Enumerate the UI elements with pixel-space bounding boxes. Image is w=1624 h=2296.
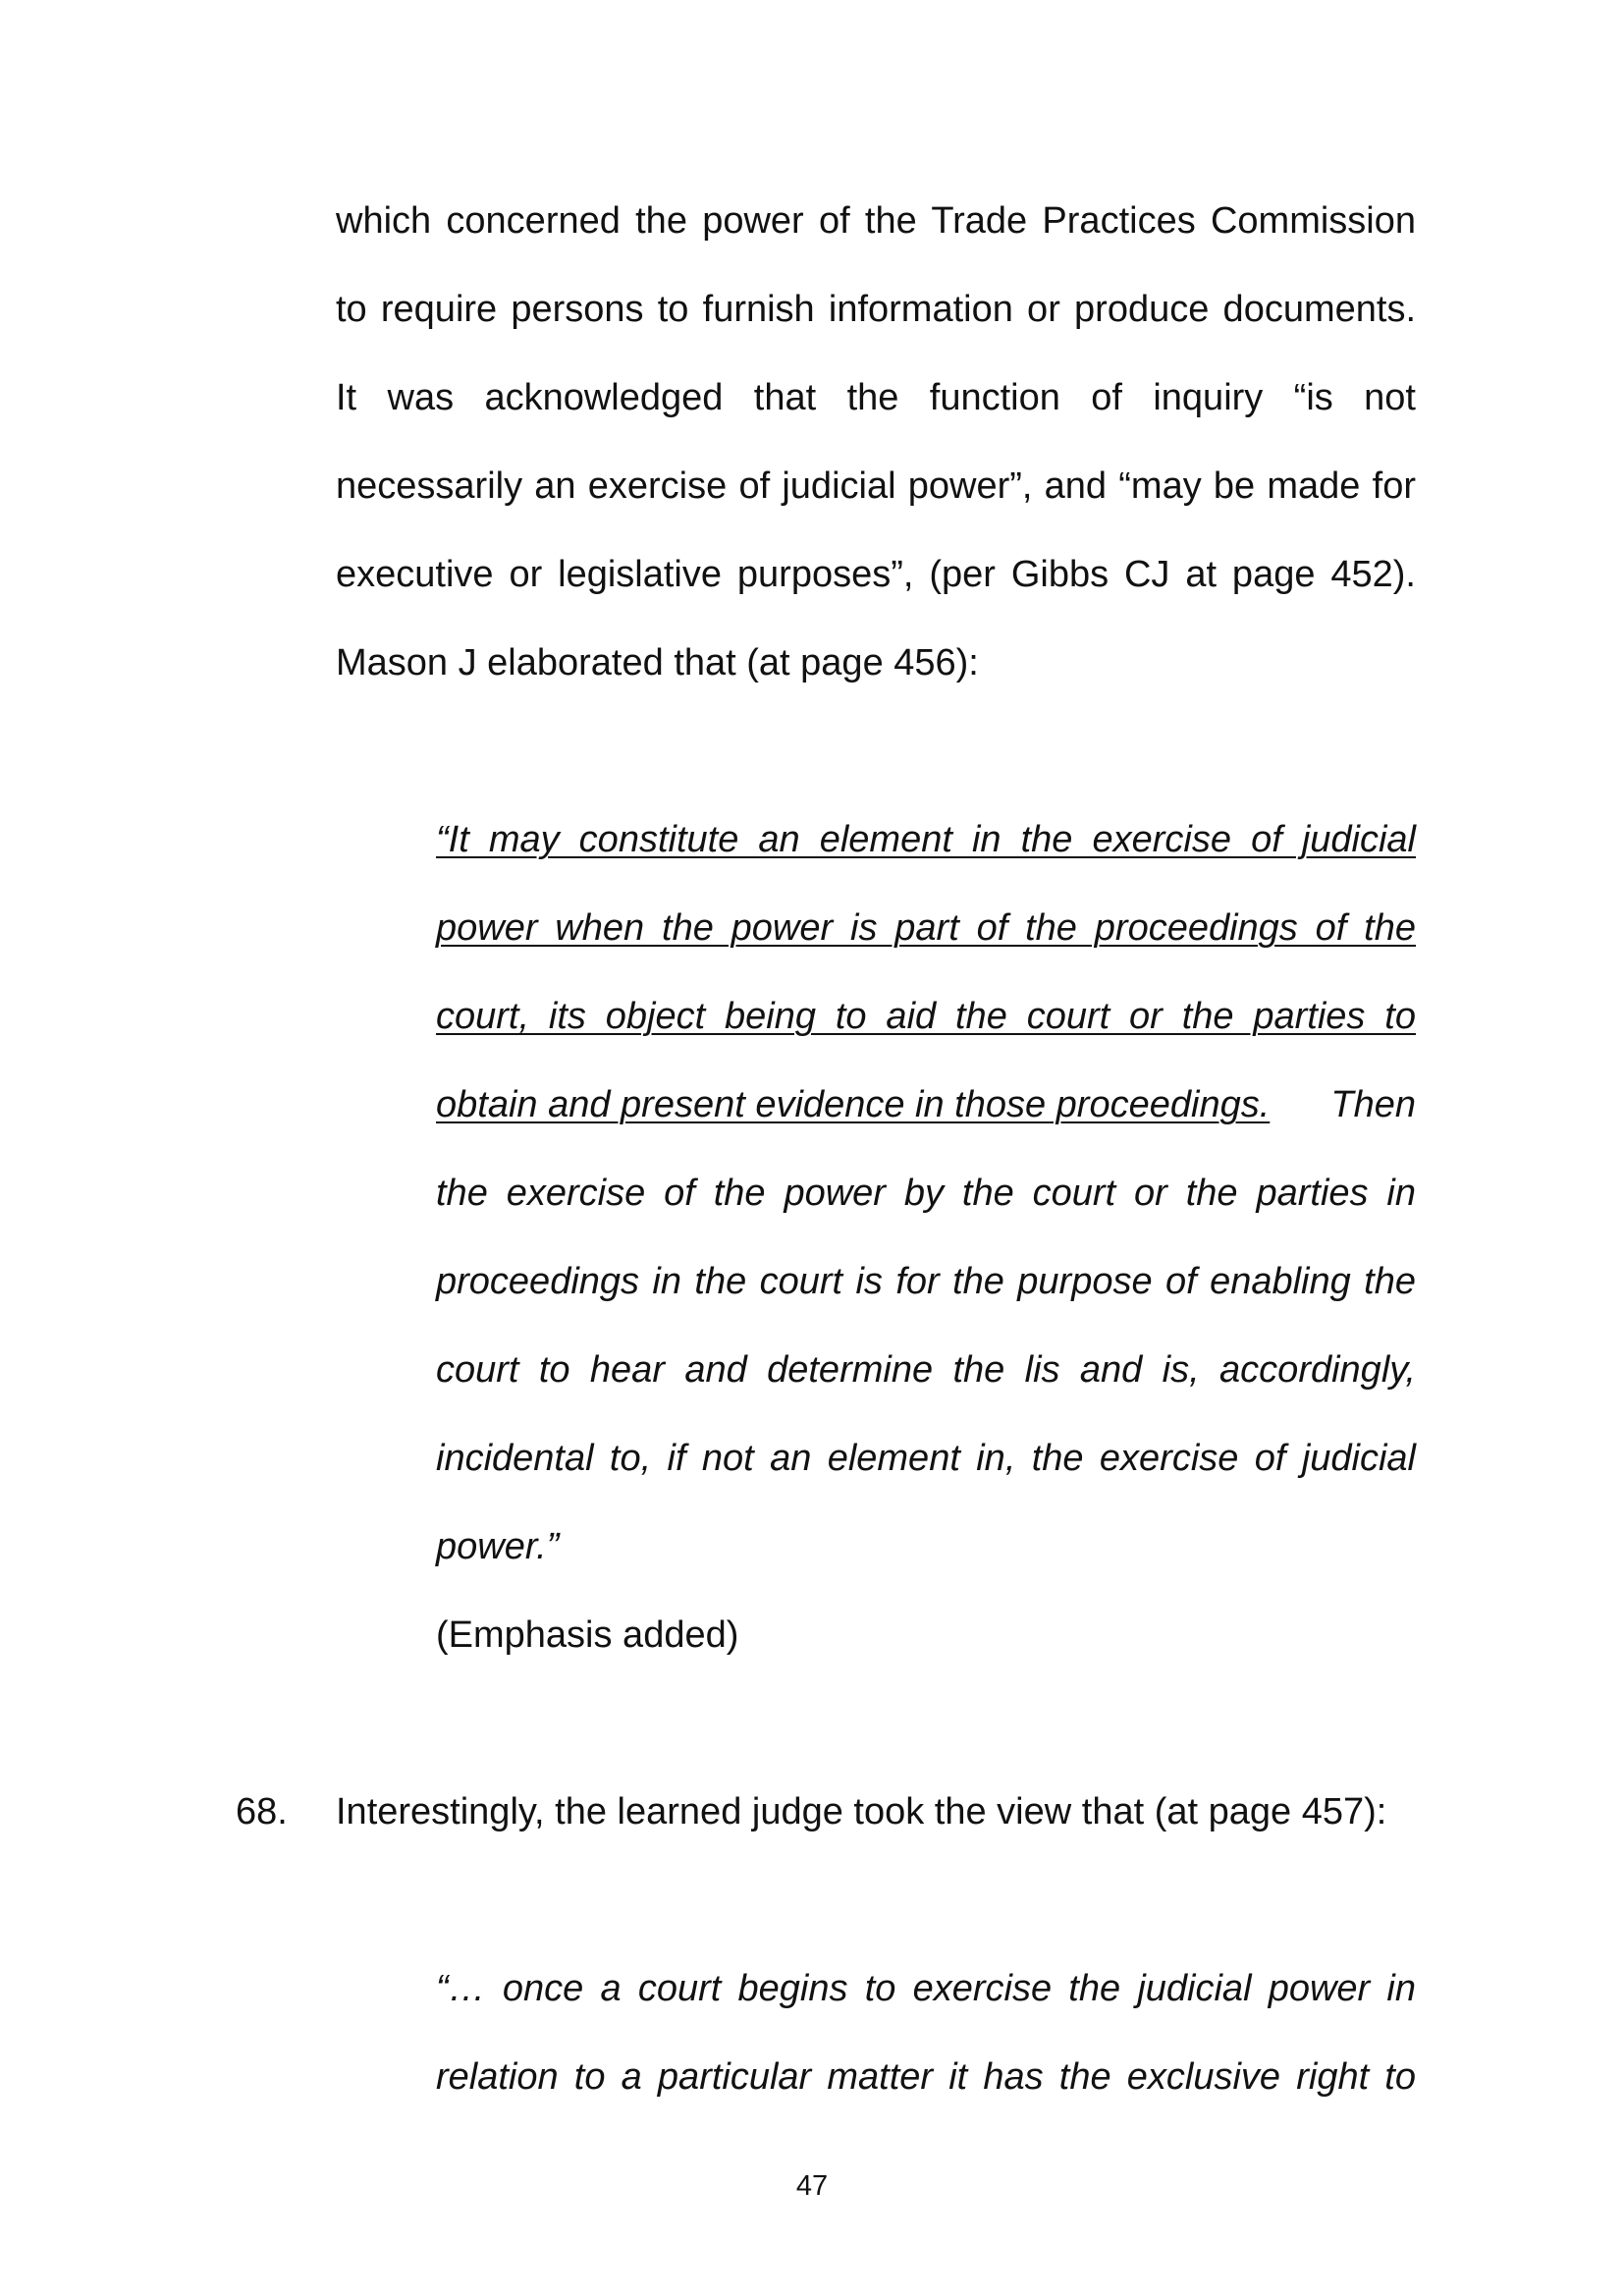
quote-1-line-4 bbox=[436, 1082, 1416, 1127]
body-line-6: Mason J elaborated that (at page 456): bbox=[336, 642, 979, 683]
paragraph-68-text: Interestingly, the learned judge took the view that (at page 457): bbox=[336, 1791, 1387, 1832]
quote-2-line-2: relation to a particular matter it has the exclusive right to bbox=[436, 2056, 1416, 2098]
paragraph-number-68: 68. bbox=[236, 1791, 288, 1832]
quote-1-line-6: proceedings in the court is for the purpose of enabling the bbox=[436, 1261, 1416, 1302]
body-line-5: executive or legislative purposes”, (per Gibbs CJ at page 452). bbox=[336, 554, 1416, 595]
quote-1-line-1-text: “It may constitute an element in the exercise of judicial bbox=[436, 819, 1416, 860]
quote-1-line-2 bbox=[436, 905, 1416, 951]
quote-1-line-9: power.” bbox=[436, 1526, 560, 1567]
quote-2-line-1: “… once a court begins to exercise the judicial power in bbox=[436, 1968, 1416, 2009]
quote-1-line-8: incidental to, if not an element in, the exercise of judicial bbox=[436, 1438, 1416, 1479]
body-line-4: necessarily an exercise of judicial power”, and “may be made for bbox=[336, 465, 1416, 507]
emphasis-note: (Emphasis added) bbox=[436, 1614, 739, 1656]
quote-1-line-4-underlined: obtain and present evidence in those proceedings. bbox=[436, 1084, 1271, 1125]
quote-1-line-5: the exercise of the power by the court or the parties in bbox=[436, 1173, 1416, 1214]
quote-1-line-2-text: power when the power is part of the proceedings of the bbox=[436, 907, 1416, 949]
quote-1-line-3 bbox=[436, 994, 1416, 1039]
body-line-3: It was acknowledged that the function of inquiry “is not bbox=[336, 377, 1416, 418]
quote-1-line-4-tail: Then bbox=[1330, 1084, 1416, 1125]
quote-1-line-3-text: court, its object being to aid the court or the parties to bbox=[436, 996, 1416, 1037]
body-line-2: to require persons to furnish information or produce documents. bbox=[336, 289, 1416, 330]
body-line-1: which concerned the power of the Trade Practices Commission bbox=[336, 200, 1416, 242]
page-number: 47 bbox=[795, 2170, 829, 2202]
quote-1-line-1 bbox=[436, 817, 1416, 862]
quote-1-line-7: court to hear and determine the lis and is, accordingly, bbox=[436, 1349, 1416, 1391]
